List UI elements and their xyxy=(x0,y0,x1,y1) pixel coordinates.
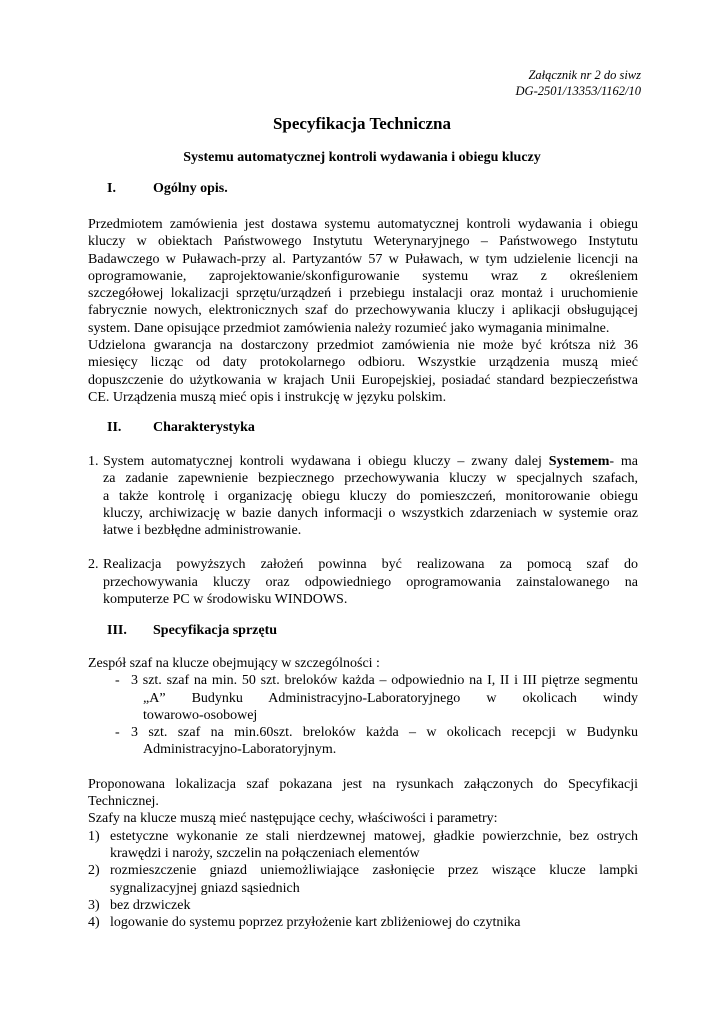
paragraph-line: Przedmiotem zamówienia jest dostawa systemu automatycznej kontroli wydawania i obiegu xyxy=(88,217,638,232)
paragraph-line: Udzielona gwarancja na dostarczony przedmiot zamówienia nie może być krótsza niż 36 xyxy=(88,338,638,354)
cabinet-item-line: Administracyjno-Laboratoryjnym. xyxy=(143,742,337,758)
feature-item xyxy=(88,862,638,897)
feature-marker: 2) xyxy=(88,863,100,879)
list-item-line: komputerze PC w środowisku WINDOWS. xyxy=(103,592,348,608)
emphasis-term: Systemem xyxy=(548,454,610,469)
document-subtitle: Systemu automatycznej kontroli wydawania i obiegu kluczy xyxy=(183,150,541,165)
attachment-label: Załącznik nr 2 do siwz xyxy=(528,68,641,82)
feature-marker: 1) xyxy=(88,828,100,844)
paragraph-line: system. Dane opisujące przedmiot zamówienia należy rozumieć jako wymagania minimalne. xyxy=(88,320,610,336)
paragraph-line: kluczy w obiektach Państwowego Instytutu Weterynaryjnego – Państwowego Instytutu xyxy=(88,234,638,250)
general-description-paragraph xyxy=(88,216,638,406)
document-title: Specyfikacja Techniczna xyxy=(272,114,452,133)
feature-line: logowanie do systemu poprzez przyłożenie kart zbliżeniowej do czytnika xyxy=(110,915,521,931)
feature-marker: 4) xyxy=(88,915,100,931)
section-title: Ogólny opis. xyxy=(153,181,228,196)
feature-marker: 3) xyxy=(88,897,100,913)
list-item-line: łatwe i bezbłędne administrowanie. xyxy=(103,523,302,539)
list-item xyxy=(88,453,638,539)
section-number: III. xyxy=(107,623,127,638)
text-run: - ma xyxy=(609,454,639,469)
section-heading-general xyxy=(107,181,228,197)
feature-line: estetyczne wykonanie ze stali nierdzewnej matowej, gładkie powierzchnie, bez ostrych xyxy=(110,828,638,844)
list-item-line: kluczy, archiwizację w bazie danych informacji o wszystkich zdarzeniach w systemie oraz xyxy=(103,505,638,521)
cabinet-item-line: towarowo-osobowej xyxy=(143,707,258,723)
attachment-header xyxy=(516,67,641,99)
section-heading-characteristics xyxy=(107,420,255,436)
list-item-line: Realizacja powyższych założeń powinna być realizowana za pomocą szaf do xyxy=(103,557,638,573)
section-heading-hardware xyxy=(107,623,277,639)
paragraph-line: fabrycznie nowych, elektronicznych szaf do przechowywania kluczy i aplikacji obsługującej xyxy=(88,303,638,319)
paragraph-line: dopuszczenie do użytkowania w krajach Unii Europejskiej, posiadać standard bezpieczeństwa xyxy=(88,372,638,388)
feature-item xyxy=(88,897,638,914)
paragraph-line: Badawczego w Puławach-przy al. Partyzantów 57 w Puławach, w tym udzielenie licencji na xyxy=(88,251,638,267)
cabinet-item xyxy=(88,672,638,724)
section-number: II. xyxy=(107,420,122,435)
list-item xyxy=(88,556,638,608)
paragraph-line: oprogramowanie, zaprojektowanie/skonfigurowanie systemu wraz z określeniem xyxy=(88,268,638,284)
feature-line: krawędzi i naroży, szczelin na połączeniach elementów xyxy=(110,845,420,861)
reference-number: DG-2501/13353/1162/10 xyxy=(515,84,641,98)
paragraph-line: Technicznej. xyxy=(88,794,159,810)
feature-item xyxy=(88,914,638,931)
section-title: Specyfikacja sprzętu xyxy=(153,623,278,638)
hardware-intro: Zespół szaf na klucze obejmujący w szczególności : xyxy=(88,656,380,671)
cabinet-item-line: 3 szt. szaf na min.60szt. breloków każda – w okolicach recepcji w Budynku xyxy=(131,725,638,741)
characteristics-list xyxy=(88,453,638,608)
feature-line: sygnalizacyjnej gniazd sąsiednich xyxy=(110,880,300,896)
list-item-line: przechowywania kluczy oraz odpowiedniego oprogramowania zainstalowanego na xyxy=(103,574,638,590)
list-item-line xyxy=(103,453,638,470)
dash-marker: - xyxy=(115,673,120,689)
feature-line: rozmieszczenie gniazd uniemożliwiające zasłonięcie przez wiszące klucze lampki xyxy=(110,863,638,879)
list-marker: 1. xyxy=(88,454,99,469)
paragraph-line: miesięcy licząc od daty protokolarnego odbioru. Wszystkie urządzenia muszą mieć xyxy=(88,355,638,371)
hardware-specification xyxy=(88,655,638,931)
paragraph-line: CE. Urządzenia muszą mieć opis i instrukcję w języku polskim. xyxy=(88,389,447,405)
features-intro: Szafy na klucze muszą mieć następujące cechy, właściwości i parametry: xyxy=(88,811,498,827)
cabinet-item-line: „A” Budynku Administracyjno-Laboratoryjnego w okolicach windy xyxy=(143,690,638,706)
section-title: Charakterystyka xyxy=(153,420,255,435)
paragraph-line: szczegółowej lokalizacji sprzętu/urządzeń i przebiegu instalacji oraz montaż i uruchomienie xyxy=(88,286,638,302)
paragraph-line: Proponowana lokalizacja szaf pokazana jest na rysunkach załączonych do Specyfikacji xyxy=(88,776,638,792)
section-number: I. xyxy=(107,181,116,196)
text-run: System automatycznej kontroli wydawana i obiegu kluczy – zwany dalej xyxy=(103,454,549,469)
cabinet-item-line: 3 szt. szaf na min. 50 szt. breloków każda – odpowiednio na I, II i III piętrze segmentu xyxy=(131,673,638,689)
location-paragraph xyxy=(88,776,638,811)
list-item-line: a także kontrolę i organizację obiegu kluczy do pomieszczeń, monitorowanie obiegu xyxy=(103,488,638,504)
feature-line: bez drzwiczek xyxy=(110,897,191,913)
list-marker: 2. xyxy=(88,557,99,573)
list-item-line: za zadanie zapewnienie bezpiecznego przechowywania kluczy w specjalnych szafach, xyxy=(103,471,638,487)
dash-marker: - xyxy=(115,725,120,741)
cabinet-item xyxy=(88,724,638,759)
feature-item xyxy=(88,828,638,863)
